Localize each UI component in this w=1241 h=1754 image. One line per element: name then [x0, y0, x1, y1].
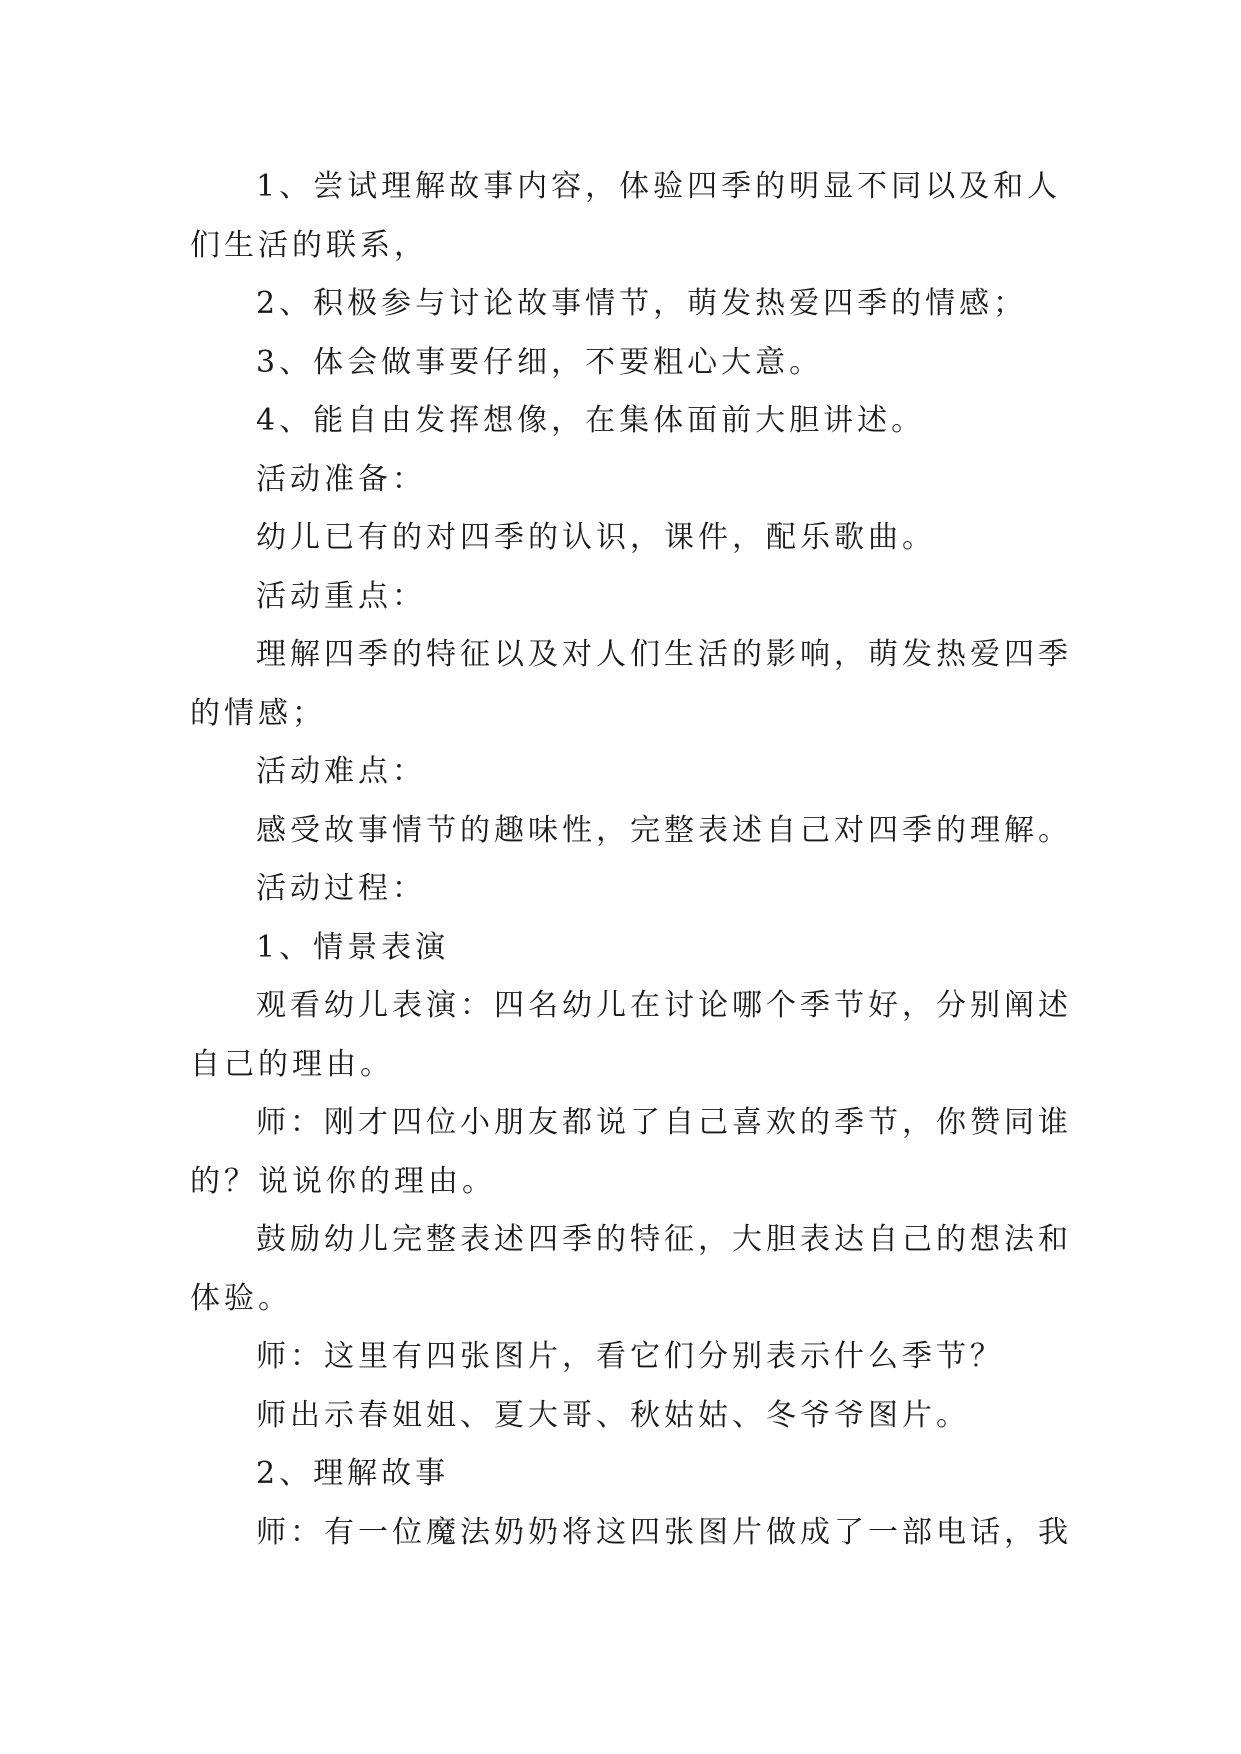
paragraph-line: 师：这里有四张图片，看它们分别表示什么季节？ [256, 1339, 1004, 1374]
paragraph-line: 理解四季的特征以及对人们生活的影响，萌发热爱四季 [256, 637, 1072, 672]
paragraph-line: 1、尝试理解故事内容，体验四季的明显不同以及和人 [256, 169, 1062, 204]
paragraph-line: 鼓励幼儿完整表述四季的特征，大胆表达自己的想法和 [256, 1222, 1072, 1257]
paragraph-line: 感受故事情节的趣味性，完整表述自己对四季的理解。 [256, 812, 1072, 848]
paragraph-line: 自己的理由。 [190, 1046, 394, 1082]
paragraph-line: 1、情景表演 [256, 929, 450, 965]
section-heading: 活动过程： [256, 871, 426, 906]
paragraph-line: 2、理解故事 [256, 1456, 450, 1491]
paragraph-line: 4、能自由发挥想像，在集体面前大胆讲述。 [256, 403, 926, 438]
paragraph-line: 幼儿已有的对四季的认识，课件，配乐歌曲。 [256, 520, 936, 555]
paragraph-line: 们生活的联系， [190, 227, 428, 263]
paragraph-line: 的情感； [190, 695, 326, 731]
paragraph-line: 3、体会做事要仔细，不要粗心大意。 [256, 344, 824, 380]
paragraph-line: 的？说说你的理由。 [190, 1163, 496, 1199]
paragraph-line: 观看幼儿表演：四名幼儿在讨论哪个季节好，分别阐述 [256, 988, 1072, 1023]
document-page [190, 158, 1072, 1562]
paragraph-line: 师：刚才四位小朋友都说了自己喜欢的季节，你赞同谁 [256, 1105, 1072, 1140]
paragraph-line: 2、积极参与讨论故事情节，萌发热爱四季的情感； [256, 286, 1028, 321]
paragraph-line: 师出示春姐姐、夏大哥、秋姑姑、冬爷爷图片。 [256, 1397, 970, 1433]
paragraph-line: 体验。 [190, 1280, 292, 1316]
paragraph-line: 师：有一位魔法奶奶将这四张图片做成了一部电话，我 [256, 1514, 1072, 1550]
section-heading: 活动难点： [256, 754, 426, 789]
section-heading: 活动重点： [256, 578, 426, 614]
section-heading: 活动准备： [256, 461, 426, 497]
